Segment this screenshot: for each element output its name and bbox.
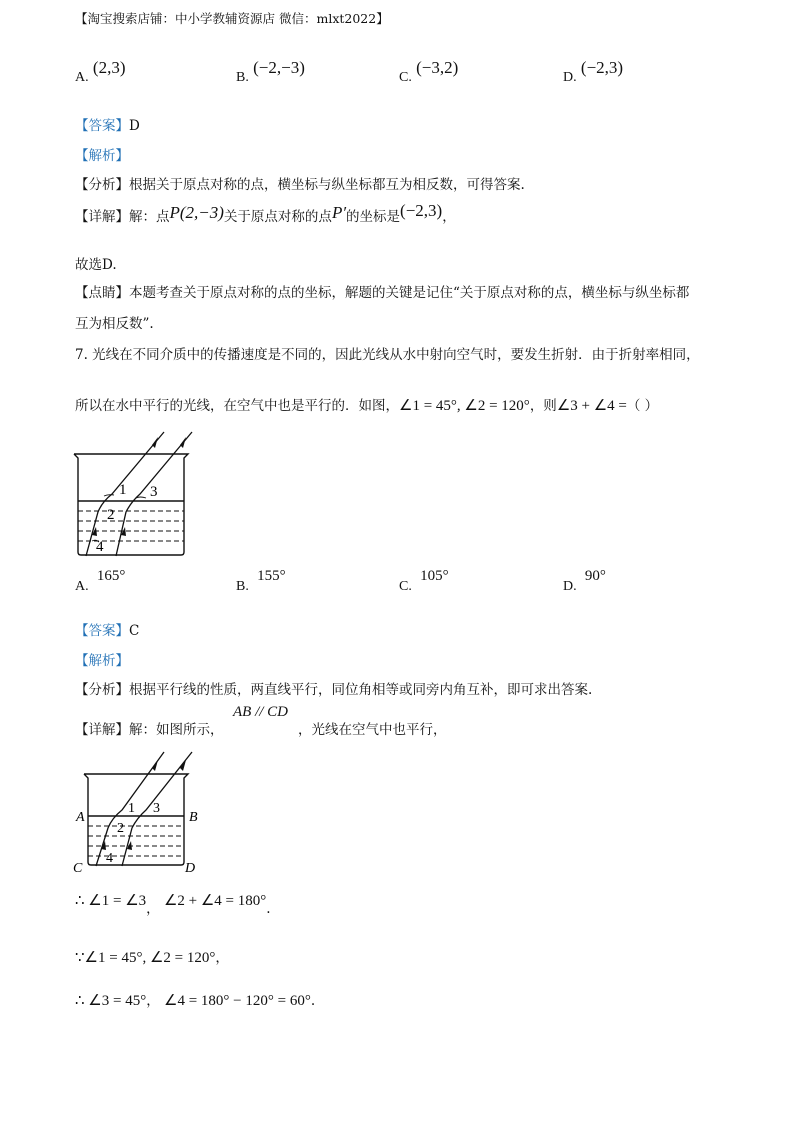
beaker-figure-labeled <box>68 748 218 876</box>
option-value: (−3,2) <box>416 58 459 77</box>
angle-label-2: 2 <box>117 821 124 836</box>
angle-label-2: 2 <box>107 507 115 523</box>
angle-label-3: 3 <box>150 484 158 500</box>
fenxi-tag: 【分析】 <box>75 177 129 193</box>
option-value: 90° <box>584 568 606 584</box>
ray-arrow <box>180 437 186 448</box>
q6-dianjing-line2: 互为相反数”. <box>75 316 154 332</box>
q6-detail <box>75 201 456 226</box>
option-value: (2,3) <box>92 58 126 77</box>
option-letter: D. <box>563 70 577 85</box>
q6-option-a[interactable] <box>75 58 126 86</box>
detail-text: 关于原点对称的点 <box>223 209 332 225</box>
step-text: . <box>310 993 316 1009</box>
detail-text: 解：点 <box>129 209 170 225</box>
point-label-c: C <box>73 861 83 876</box>
answer-tag: 【答案】 <box>75 118 129 134</box>
option-letter: C. <box>399 70 412 85</box>
option-value: 165° <box>96 568 126 584</box>
detail-tag: 【详解】 <box>75 722 129 738</box>
q7-option-a[interactable] <box>75 568 126 595</box>
angle-label-4: 4 <box>106 851 113 866</box>
angle-arc <box>136 497 146 498</box>
beaker-figure <box>68 428 218 560</box>
option-letter: B. <box>236 579 249 594</box>
step-math: ∠4 = 180° − 120° = 60° <box>164 993 311 1009</box>
q7-step2 <box>75 946 229 967</box>
ray-arrow <box>152 760 158 771</box>
dianjing-text: 本题考查关于原点对称的点的坐标，解题的关键是记住“关于原点对称的点，横坐标与纵坐标都 <box>129 285 690 301</box>
q7-step1 <box>75 889 271 917</box>
step-math: ∠2 + ∠4 = 180° <box>163 893 267 909</box>
q7-option-c[interactable] <box>399 568 449 595</box>
q6-option-d[interactable] <box>563 58 624 86</box>
angle-label-1: 1 <box>119 482 127 498</box>
option-value: (−2,−3) <box>253 58 305 77</box>
asked-sum: ∠3 + ∠4 = <box>556 398 627 414</box>
coordinate-result: (−2,3) <box>400 201 443 220</box>
q7-fenxi <box>75 678 592 698</box>
detail-text: 解：如图所示， <box>129 722 224 738</box>
q7-detail <box>75 718 224 738</box>
detail-text: ， <box>442 209 456 225</box>
q6-dianjing <box>75 281 689 301</box>
option-letter: D. <box>563 579 577 594</box>
q7-stem-line2 <box>75 394 658 415</box>
option-letter: A. <box>75 579 89 594</box>
ray-arrow <box>152 437 158 448</box>
dianjing-tag: 【点睛】 <box>75 285 129 301</box>
angle-label-1: 1 <box>128 801 135 816</box>
answer-blank: （ ） <box>626 398 659 414</box>
fenxi-text: 根据关于原点对称的点，横坐标与纵坐标都互为相反数，可得答案. <box>129 177 525 193</box>
option-value: 105° <box>420 568 449 584</box>
q7-option-d[interactable] <box>563 568 606 595</box>
point-label-b: B <box>189 810 198 825</box>
answer-tag: 【答案】 <box>75 623 129 639</box>
page-header: 【淘宝搜索店铺：中小学教辅资源店 微信：mlxt2022】 <box>75 11 389 26</box>
beaker-outline <box>84 774 188 865</box>
water-dashes <box>88 826 184 856</box>
q7-answer <box>75 619 139 639</box>
q6-fenxi <box>75 173 525 193</box>
step-text: ， <box>146 993 160 1009</box>
answer-value: D <box>129 118 140 134</box>
q6-conclusion: 故选D. <box>75 257 117 273</box>
detail-text: 的坐标是 <box>346 209 401 225</box>
angle-label-4: 4 <box>96 539 104 555</box>
given-angles: ∠1 = 45°, ∠2 = 120° <box>399 398 530 414</box>
detail-tag: 【详解】 <box>75 209 129 225</box>
fenxi-tag: 【分析】 <box>75 682 129 698</box>
q6-option-b[interactable] <box>236 58 305 86</box>
point-label-a: A <box>76 810 85 825</box>
answer-value: C <box>129 623 140 639</box>
step-text: . <box>266 901 271 917</box>
angle-label-3: 3 <box>153 801 160 816</box>
fenxi-text: 根据平行线的性质，两直线平行，同位角相等或同旁内角互补，即可求出答案. <box>129 682 593 698</box>
q7-stem-line1: 7. 光线在不同介质中的传播速度是不同的，因此光线从水中射向空气时，要发生折射．由于折射率相同， <box>75 347 700 363</box>
step-text: ， <box>146 901 160 917</box>
q7-analysis-tag: 【解析】 <box>75 653 129 669</box>
q7-step3 <box>75 989 315 1010</box>
point-p: P(2,−3) <box>169 203 224 222</box>
point-p-prime: P′ <box>331 203 347 222</box>
step-text: ， <box>215 950 229 966</box>
q6-option-c[interactable] <box>399 58 459 86</box>
option-letter: B. <box>236 70 249 85</box>
step-math: ∴ ∠1 = ∠3 <box>75 893 147 909</box>
option-value: 155° <box>257 568 286 584</box>
q7-detail-tail: ，光线在空气中也平行， <box>298 722 447 738</box>
q6-answer <box>75 114 140 134</box>
parallel-statement: AB // CD <box>233 704 288 720</box>
q6-analysis-tag: 【解析】 <box>75 148 129 164</box>
option-letter: C. <box>399 579 412 594</box>
q7-option-b[interactable] <box>236 568 286 595</box>
point-label-d: D <box>185 861 196 876</box>
stem-text: 所以在水中平行的光线，在空气中也是平行的．如图， <box>75 398 399 414</box>
step-math: ∵∠1 = 45°, ∠2 = 120° <box>75 950 216 966</box>
step-math: ∴ ∠3 = 45° <box>75 993 147 1009</box>
option-value: (−2,3) <box>580 58 624 77</box>
stem-text: ，则 <box>529 398 557 414</box>
option-letter: A. <box>75 70 89 85</box>
